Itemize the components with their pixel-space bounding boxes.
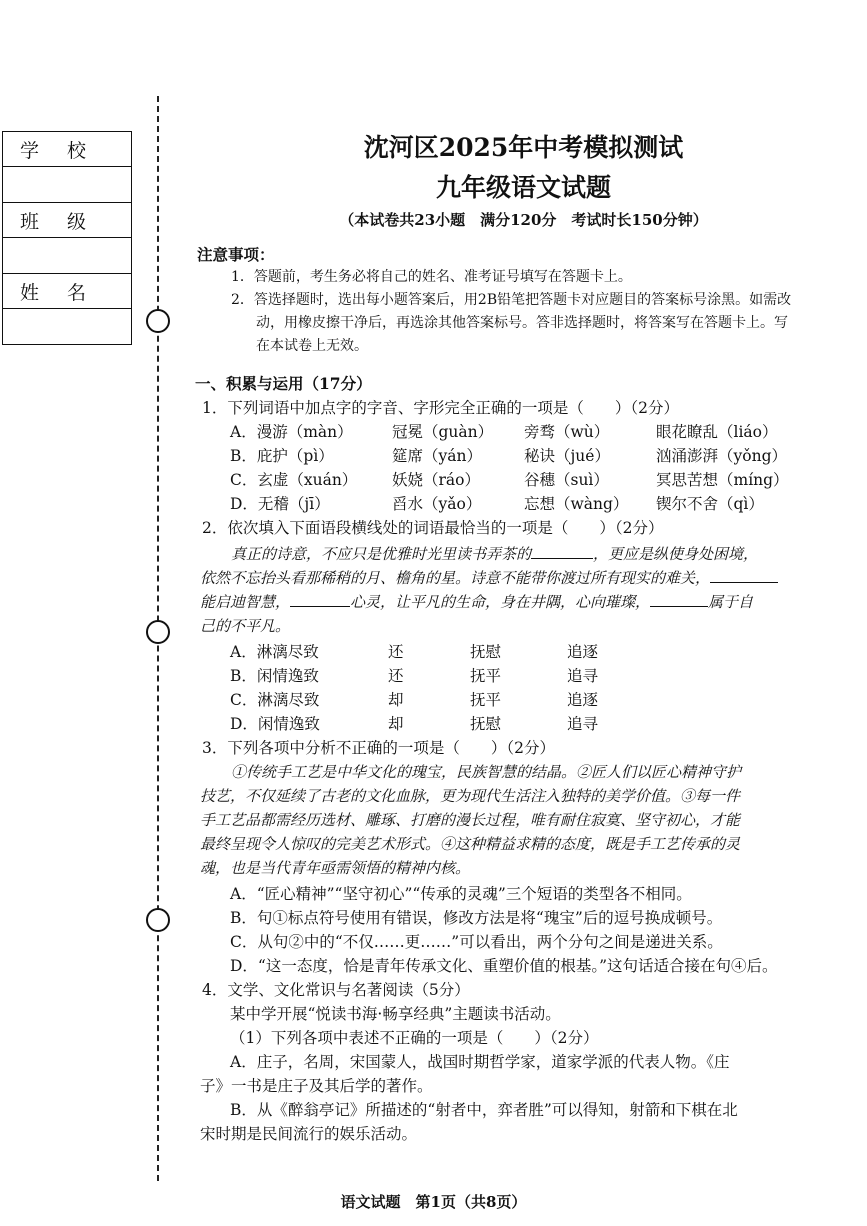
q2-word: 抚慰 bbox=[470, 715, 502, 733]
q2-option-c: C．淋漓尽致 bbox=[230, 691, 320, 709]
q1-word: 忘想（wàng） bbox=[524, 495, 629, 513]
q2-word: 却 bbox=[388, 715, 404, 733]
q1-word: 秘诀（jué） bbox=[524, 447, 610, 465]
school-label: 学校 bbox=[3, 132, 132, 167]
q2-word: 抚慰 bbox=[470, 643, 502, 661]
name-label: 姓名 bbox=[3, 274, 132, 309]
q3-option-a: A．“匠心精神”“坚守初心”“传承的灵魂”三个短语的类型各不相同。 bbox=[230, 885, 692, 903]
notice-line: 动，用橡皮擦干净后，再选涂其他答案标号。答非选择题时，将答案写在答题卡上。写 bbox=[256, 315, 788, 331]
q2-word: 抚平 bbox=[470, 691, 502, 709]
q2-word: 抚平 bbox=[470, 667, 502, 685]
q4-option-b: B．从《醉翁亭记》所描述的“射者中，弈者胜”可以得知，射箭和下棋在北 bbox=[230, 1101, 738, 1119]
fill-blank bbox=[290, 592, 350, 607]
fill-blank bbox=[650, 592, 708, 607]
q2-word: 追逐 bbox=[567, 691, 599, 709]
q1-word: 冠冕（guàn） bbox=[392, 423, 494, 441]
fill-blank bbox=[710, 568, 778, 583]
q1-word: 谷穗（suì） bbox=[524, 471, 609, 489]
q2-option-b: B．闲情逸致 bbox=[230, 667, 319, 685]
exam-info: （本试卷共23小题 满分120分 考试时长150分钟） bbox=[339, 211, 708, 229]
q1-word: 眼花瞭乱（liáo） bbox=[656, 423, 778, 441]
q4-sub1-stem: （1）下列各项中表述不正确的一项是（ ）（2分） bbox=[230, 1029, 599, 1047]
q4-intro: 某中学开展“悦读书海·畅享经典”主题读书活动。 bbox=[230, 1005, 561, 1023]
notice-heading: 注意事项： bbox=[197, 245, 275, 264]
q1-option-a: A．漫游（màn） bbox=[230, 423, 353, 441]
q4-option-b-cont: 宋时期是民间流行的娱乐活动。 bbox=[200, 1125, 418, 1143]
q4-option-a-cont: 子》一书是庄子及其后学的著作。 bbox=[200, 1077, 433, 1095]
q1-word: 汹涌澎湃（yǒng） bbox=[656, 447, 787, 465]
q3-option-b: B．句①标点符号使用有错误，修改方法是将“瑰宝”后的逗号换成顿号。 bbox=[230, 909, 723, 927]
q2-word: 还 bbox=[388, 667, 404, 685]
exam-title: 沈河区2025年中考模拟测试 bbox=[363, 133, 684, 162]
q3-option-c: C．从句②中的“不仅……更……”可以看出，两个分句之间是递进关系。 bbox=[230, 933, 723, 951]
class-label: 班级 bbox=[3, 203, 132, 238]
q2-option-d: D．闲情逸致 bbox=[230, 715, 320, 733]
q1-option-c: C．玄虚（xuán） bbox=[230, 471, 358, 489]
q3-passage-line: 最终呈现令人惊叹的完美艺术形式。④这种精益求精的态度，既是手工艺传承的灵 bbox=[200, 835, 741, 853]
q4-option-a: A．庄子，名周，宋国蒙人，战国时期哲学家，道家学派的代表人物。《庄 bbox=[230, 1053, 730, 1071]
q3-passage-line: ①传统手工艺是中华文化的瑰宝，民族智慧的结晶。②匠人们以匠心精神守护 bbox=[231, 763, 742, 781]
q1-option-d: D．无稽（jī） bbox=[230, 495, 330, 513]
q2-passage-line: 真正的诗意，不应只是优雅时光里读书弄茶的 ，更应是纵使身处困境， bbox=[231, 545, 759, 563]
q2-word: 追寻 bbox=[567, 667, 599, 685]
notice-line: 1．答题前，考生务必将自己的姓名、准考证号填写在答题卡上。 bbox=[231, 269, 632, 285]
question-2-stem: 2．依次填入下面语段横线处的词语最恰当的一项是（ ）（2分） bbox=[202, 519, 664, 537]
student-info-table bbox=[2, 131, 132, 345]
section-heading: 一、积累与运用（17分） bbox=[195, 374, 372, 393]
q3-passage-line: 技艺，不仅延续了古老的文化血脉，更为现代生活注入独特的美学价值。③每一件 bbox=[200, 787, 741, 805]
q1-option-b: B．庇护（pì） bbox=[230, 447, 334, 465]
q2-word: 追逐 bbox=[567, 643, 599, 661]
q3-passage-line: 手工艺品都需经历选材、雕琢、打磨的漫长过程，唯有耐住寂寞、坚守初心，才能 bbox=[200, 811, 741, 829]
notice-line: 2．答选择题时，选出每小题答案后，用2B铅笔把答题卡对应题目的答案标号涂黑。如需改 bbox=[231, 292, 792, 308]
class-field[interactable] bbox=[3, 238, 132, 274]
q3-passage-line: 魂，也是当代青年亟需领悟的精神内核。 bbox=[200, 859, 471, 877]
page-footer: 语文试题 第1页（共8页） bbox=[340, 1193, 527, 1211]
binder-hole-circle bbox=[146, 908, 170, 932]
name-field[interactable] bbox=[3, 309, 132, 345]
fill-blank bbox=[531, 544, 593, 559]
q1-word: 筵席（yán） bbox=[392, 447, 482, 465]
q1-word: 旁骛（wù） bbox=[524, 423, 610, 441]
q1-word: 冥思苦想（míng） bbox=[656, 471, 789, 489]
q2-passage-line: 己的不平凡。 bbox=[200, 617, 291, 635]
q3-option-d: D．“这一态度，恰是青年传承文化、重塑价值的根基。”这句话适合接在句④后。 bbox=[230, 957, 778, 975]
q2-word: 却 bbox=[388, 691, 404, 709]
q2-word: 还 bbox=[388, 643, 404, 661]
q2-passage-line: 依然不忘抬头看那稀稍的月、檐角的星。诗意不能带你渡过所有现实的难关， bbox=[200, 567, 778, 588]
school-field[interactable] bbox=[3, 167, 132, 203]
question-1-stem: 1．下列词语中加点字的字音、字形完全正确的一项是（ ）（2分） bbox=[202, 399, 679, 417]
q2-word: 追寻 bbox=[567, 715, 599, 733]
binder-hole-circle bbox=[146, 309, 170, 333]
binder-hole-circle bbox=[146, 620, 170, 644]
exam-subtitle: 九年级语文试题 bbox=[435, 173, 611, 202]
notice-line: 在本试卷上无效。 bbox=[256, 338, 368, 354]
question-3-stem: 3．下列各项中分析不正确的一项是（ ）（2分） bbox=[202, 739, 555, 757]
q1-word: 舀水（yǎo） bbox=[392, 495, 482, 513]
q2-passage-line: 能启迪智慧， 心灵，让平凡的生命，身在井隅，心向璀璨， 属于自 bbox=[200, 593, 754, 611]
q2-option-a: A．淋漓尽致 bbox=[230, 643, 319, 661]
q1-word: 锲尔不舍（qì） bbox=[656, 495, 764, 513]
q1-word: 妖娆（ráo） bbox=[392, 471, 480, 489]
question-4-stem: 4．文学、文化常识与名著阅读（5分） bbox=[202, 981, 470, 999]
